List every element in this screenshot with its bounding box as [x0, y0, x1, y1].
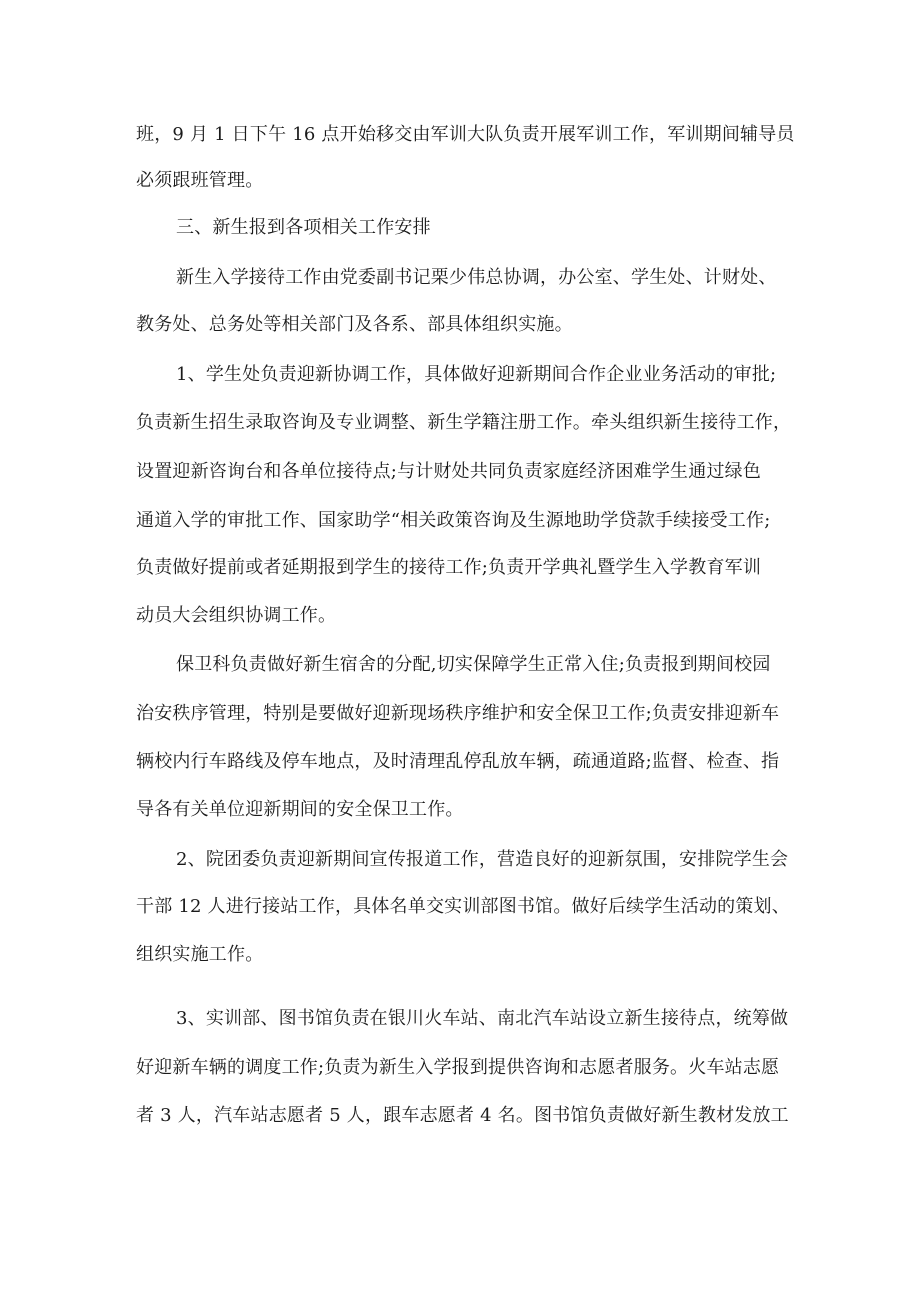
text-line: 新生入学接待工作由党委副书记栗少伟总协调，办公室、学生处、计财处、	[176, 267, 777, 288]
text-line: 设置迎新咨询台和各单位接待点;与计财处共同负责家庭经济困难学生通过绿色	[136, 461, 762, 482]
text-line: 动员大会组织协调工作。	[136, 605, 337, 626]
text-line: 班，9 月 1 日下午 16 点开始移交由军训大队负责开展军训工作，军训期间辅导员	[136, 124, 795, 145]
text-line: 组织实施工作。	[136, 944, 264, 965]
text-line: 辆校内行车路线及停车地点，及时清理乱停乱放车辆，疏通道路;监督、检查、指	[136, 751, 780, 772]
section-heading: 三、新生报到各项相关工作安排	[176, 217, 431, 238]
text-line: 导各有关单位迎新期间的安全保卫工作。	[136, 799, 464, 820]
text-line: 教务处、总务处等相关部门及各系、部具体组织实施。	[136, 314, 573, 335]
text-line: 1、学生处负责迎新协调工作，具体做好迎新期间合作企业业务活动的审批;	[176, 364, 777, 385]
text-line: 必须跟班管理。	[136, 170, 264, 191]
text-line: 负责做好提前或者延期报到学生的接待工作;负责开学典礼暨学生入学教育军训	[136, 557, 762, 578]
text-line: 干部 12 人进行接站工作，具体名单交实训部图书馆。做好后续学生活动的策划、	[136, 896, 790, 917]
text-line: 保卫科负责做好新生宿舍的分配,切实保障学生正常入住;负责报到期间校园	[176, 654, 771, 675]
text-line: 者 3 人，汽车站志愿者 5 人，跟车志愿者 4 名。图书馆负责做好新生教材发放工	[136, 1105, 789, 1126]
text-line: 3、实训部、图书馆负责在银川火车站、南北汽车站设立新生接待点，统筹做	[176, 1008, 789, 1029]
text-line: 治安秩序管理，特别是要做好迎新现场秩序维护和安全保卫工作;负责安排迎新车	[136, 703, 780, 724]
text-line: 通道入学的审批工作、国家助学“相关政策咨询及生源地助学贷款手续接受工作;	[136, 510, 771, 531]
text-line: 负责新生招生录取咨询及专业调整、新生学籍注册工作。牵头组织新生接待工作，	[136, 412, 792, 433]
text-line: 2、院团委负责迎新期间宣传报道工作，营造良好的迎新氛围，安排院学生会	[176, 849, 789, 870]
text-line: 好迎新车辆的调度工作;负责为新生入学报到提供咨询和志愿者服务。火车站志愿	[136, 1057, 780, 1078]
